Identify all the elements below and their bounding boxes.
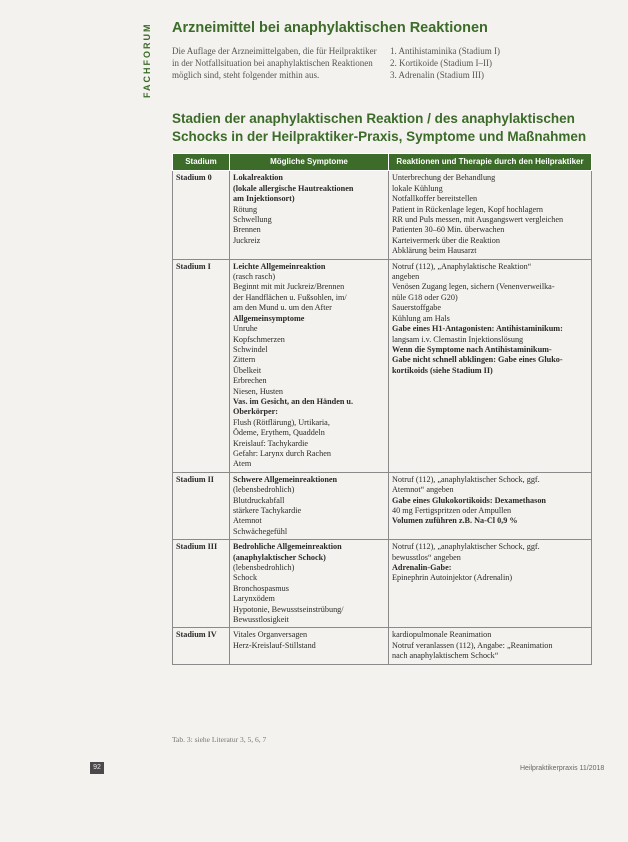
symptoms-line: Schwindel bbox=[233, 344, 268, 354]
therapy-line: kardiopulmonale Reanimation bbox=[392, 630, 492, 640]
symptoms-cell bbox=[230, 472, 389, 539]
therapy-line: Patienten 30–60 Min. überwachen bbox=[392, 225, 505, 235]
symptoms-line: Leichte Allgemeinreaktion bbox=[233, 261, 326, 271]
therapy-line: Karteivermerk über die Reaktion bbox=[392, 235, 500, 245]
therapy-cell bbox=[389, 171, 592, 259]
symptoms-line: am Injektionsort) bbox=[233, 194, 295, 204]
symptoms-line: Atemnot bbox=[233, 516, 262, 526]
symptoms-line: Allgemeinsymptome bbox=[233, 313, 305, 323]
section-title: Arzneimittel bei anaphylaktischen Reaktionen bbox=[172, 20, 488, 36]
therapy-line: bewusstlos“ angeben bbox=[392, 552, 461, 562]
therapy-cell bbox=[389, 540, 592, 628]
therapy-line: Venösen Zugang legen, sichern (Venenverweilka- bbox=[392, 282, 555, 292]
therapy-line: Sauerstoffgabe bbox=[392, 303, 441, 313]
symptoms-line: Bewusstlosigkeit bbox=[233, 615, 289, 625]
journal-reference: Heilpraktikerpraxis 11/2018 bbox=[520, 765, 605, 772]
symptoms-line: (lokale allergische Hautreaktionen bbox=[233, 183, 354, 193]
symptoms-line: (rasch rasch) bbox=[233, 272, 276, 282]
therapy-cell bbox=[389, 472, 592, 539]
symptoms-line: stärkere Tachykardie bbox=[233, 506, 302, 515]
therapy-line: Kühlung am Hals bbox=[392, 313, 450, 323]
symptoms-line: Hypotonie, Bewusstseinstrübung/ bbox=[233, 604, 344, 614]
therapy-line: Patient in Rückenlage legen, Kopf hochlagern bbox=[392, 204, 543, 214]
symptoms-line: Unruhe bbox=[233, 324, 258, 334]
header-symptoms: Mögliche Symptome bbox=[230, 154, 389, 171]
symptoms-line: Niesen, Husten bbox=[233, 386, 284, 396]
therapy-line: angeben bbox=[392, 272, 420, 282]
table-row bbox=[173, 171, 592, 259]
symptoms-line: (anaphylaktischer Schock) bbox=[233, 552, 326, 562]
therapy-line: 40 mg Fertigspritzen oder Ampullen bbox=[392, 506, 512, 515]
therapy-line: RR und Puls messen, mit Ausgangswert vergleichen bbox=[392, 215, 564, 225]
symptoms-cell bbox=[230, 540, 389, 628]
therapy-line: Volumen zuführen z.B. Na-Cl 0,9 % bbox=[392, 516, 518, 526]
symptoms-line: Zittern bbox=[233, 355, 256, 365]
drug-list-item: 3. Adrenalin (Stadium III) bbox=[390, 70, 484, 80]
table-header-row bbox=[173, 154, 592, 171]
symptoms-line: Vitales Organversagen bbox=[233, 630, 308, 640]
symptoms-line: (lebensbedrohlich) bbox=[233, 485, 295, 495]
therapy-line: Gabe nicht schnell abklingen: Gabe eines Gluko- bbox=[392, 355, 563, 365]
table-title: Stadien der anaphylaktischen Reaktion / des anaphylaktischen Schocks in der Heilpraktiker-Praxis, Symptome und Maßnahmen bbox=[172, 111, 587, 144]
stage-cell: Stadium I bbox=[173, 259, 230, 472]
symptoms-line: Kopfschmerzen bbox=[233, 334, 285, 344]
symptoms-line: Juckreiz bbox=[233, 235, 261, 245]
therapy-line: Notruf veranlassen (112), Angabe: „Reanimation bbox=[392, 640, 553, 650]
therapy-line: Epinephrin Autoinjektor (Adrenalin) bbox=[392, 573, 513, 583]
symptoms-line: Lokalreaktion bbox=[233, 173, 283, 183]
therapy-line: Abklärung beim Hausarzt bbox=[392, 246, 477, 256]
therapy-line: langsam i.v. Clemastin Injektionslösung bbox=[392, 334, 524, 344]
symptoms-line: Blutdruckabfall bbox=[233, 495, 285, 505]
symptoms-line: Vas. im Gesicht, an den Händen u. bbox=[233, 396, 354, 406]
symptoms-line: Bronchospasmus bbox=[233, 583, 289, 593]
intro-text: Die Auflage der Arzneimittelgaben, die für Heilpraktiker in der Notfallsituation bei anaphylaktischen Reaktionen möglich sind, steht folgender mithin aus. bbox=[172, 46, 377, 80]
symptoms-line: Ödeme, Erythem, Quaddeln bbox=[233, 428, 325, 438]
symptoms-line: (lebensbedrohlich) bbox=[233, 563, 295, 573]
symptoms-line: Herz-Kreislauf-Stillstand bbox=[233, 640, 316, 650]
therapy-line: Gabe eines Glukokortikoids: Dexamethason bbox=[392, 495, 546, 505]
therapy-line: lokale Kühlung bbox=[392, 183, 443, 193]
therapy-line: nach anaphylaktischem Schock“ bbox=[392, 651, 499, 661]
symptoms-line: Atem bbox=[233, 459, 252, 469]
stage-cell: Stadium 0 bbox=[173, 171, 230, 259]
therapy-line: Notruf (112), „anaphylaktischer Schock, ggf. bbox=[392, 542, 540, 552]
drug-list-item: 1. Antihistaminika (Stadium I) bbox=[390, 46, 500, 56]
symptoms-line: Gefahr: Larynx durch Rachen bbox=[233, 448, 331, 458]
table-body bbox=[173, 171, 592, 664]
symptoms-line: Übelkeit bbox=[233, 365, 262, 375]
footnote: Tab. 3: siehe Literatur 3, 5, 6, 7 bbox=[172, 735, 267, 744]
section-label: FACHFORUM bbox=[142, 22, 152, 98]
symptoms-line: am den Mund u. um den After bbox=[233, 303, 332, 313]
therapy-line: Wenn die Symptome nach Antihistaminikum- bbox=[392, 344, 552, 354]
symptoms-line: der Handflächen u. Fußsohlen, im/ bbox=[233, 292, 347, 302]
therapy-line: kortikoids (siehe Stadium II) bbox=[392, 365, 493, 375]
stage-cell: Stadium II bbox=[173, 472, 230, 539]
page-number: 92 bbox=[90, 762, 104, 774]
symptoms-line: Larynxödem bbox=[233, 594, 275, 604]
therapy-line: Notfallkoffer bereitstellen bbox=[392, 194, 478, 204]
stage-cell: Stadium IV bbox=[173, 628, 230, 664]
symptoms-line: Oberkörper: bbox=[233, 407, 279, 417]
symptoms-line: Schwellung bbox=[233, 215, 272, 225]
therapy-line: nüle G18 oder G20) bbox=[392, 292, 458, 302]
table-row bbox=[173, 472, 592, 539]
therapy-line: Notruf (112), „anaphylaktischer Schock, ggf. bbox=[392, 474, 540, 484]
therapy-line: Notruf (112), „Anaphylaktische Reaktion“ bbox=[392, 261, 532, 271]
symptoms-line: Bedrohliche Allgemeinreaktion bbox=[233, 542, 342, 552]
symptoms-line: Flush (Rötflärung), Urtikaria, bbox=[233, 417, 330, 427]
header-therapy: Reaktionen und Therapie durch den Heilpraktiker bbox=[389, 154, 592, 171]
stage-cell: Stadium III bbox=[173, 540, 230, 628]
table-row bbox=[173, 540, 592, 628]
stages-table bbox=[172, 153, 592, 665]
table-row bbox=[173, 628, 592, 664]
therapy-line: Unterbrechung der Behandlung bbox=[392, 173, 496, 183]
therapy-line: Adrenalin-Gabe: bbox=[392, 563, 452, 573]
therapy-line: Atemnot“ angeben bbox=[392, 485, 454, 495]
therapy-cell bbox=[389, 628, 592, 664]
symptoms-cell bbox=[230, 259, 389, 472]
symptoms-line: Schwächegefühl bbox=[233, 526, 288, 536]
symptoms-line: Beginnt mit mit Juckreiz/Brennen bbox=[233, 282, 345, 292]
symptoms-cell bbox=[230, 171, 389, 259]
symptoms-line: Erbrechen bbox=[233, 376, 267, 386]
drug-list bbox=[390, 45, 590, 81]
drug-list-item: 2. Kortikoide (Stadium I–II) bbox=[390, 58, 492, 68]
therapy-cell bbox=[389, 259, 592, 472]
symptoms-cell bbox=[230, 628, 389, 664]
table-row bbox=[173, 259, 592, 472]
symptoms-line: Rötung bbox=[233, 204, 258, 214]
therapy-line: Gabe eines H1-Antagonisten: Antihistaminikum: bbox=[392, 324, 563, 334]
symptoms-line: Kreislauf: Tachykardie bbox=[233, 438, 308, 448]
symptoms-line: Schock bbox=[233, 573, 258, 583]
symptoms-line: Schwere Allgemeinreaktionen bbox=[233, 474, 338, 484]
header-stage: Stadium bbox=[173, 154, 230, 171]
symptoms-line: Brennen bbox=[233, 225, 261, 235]
